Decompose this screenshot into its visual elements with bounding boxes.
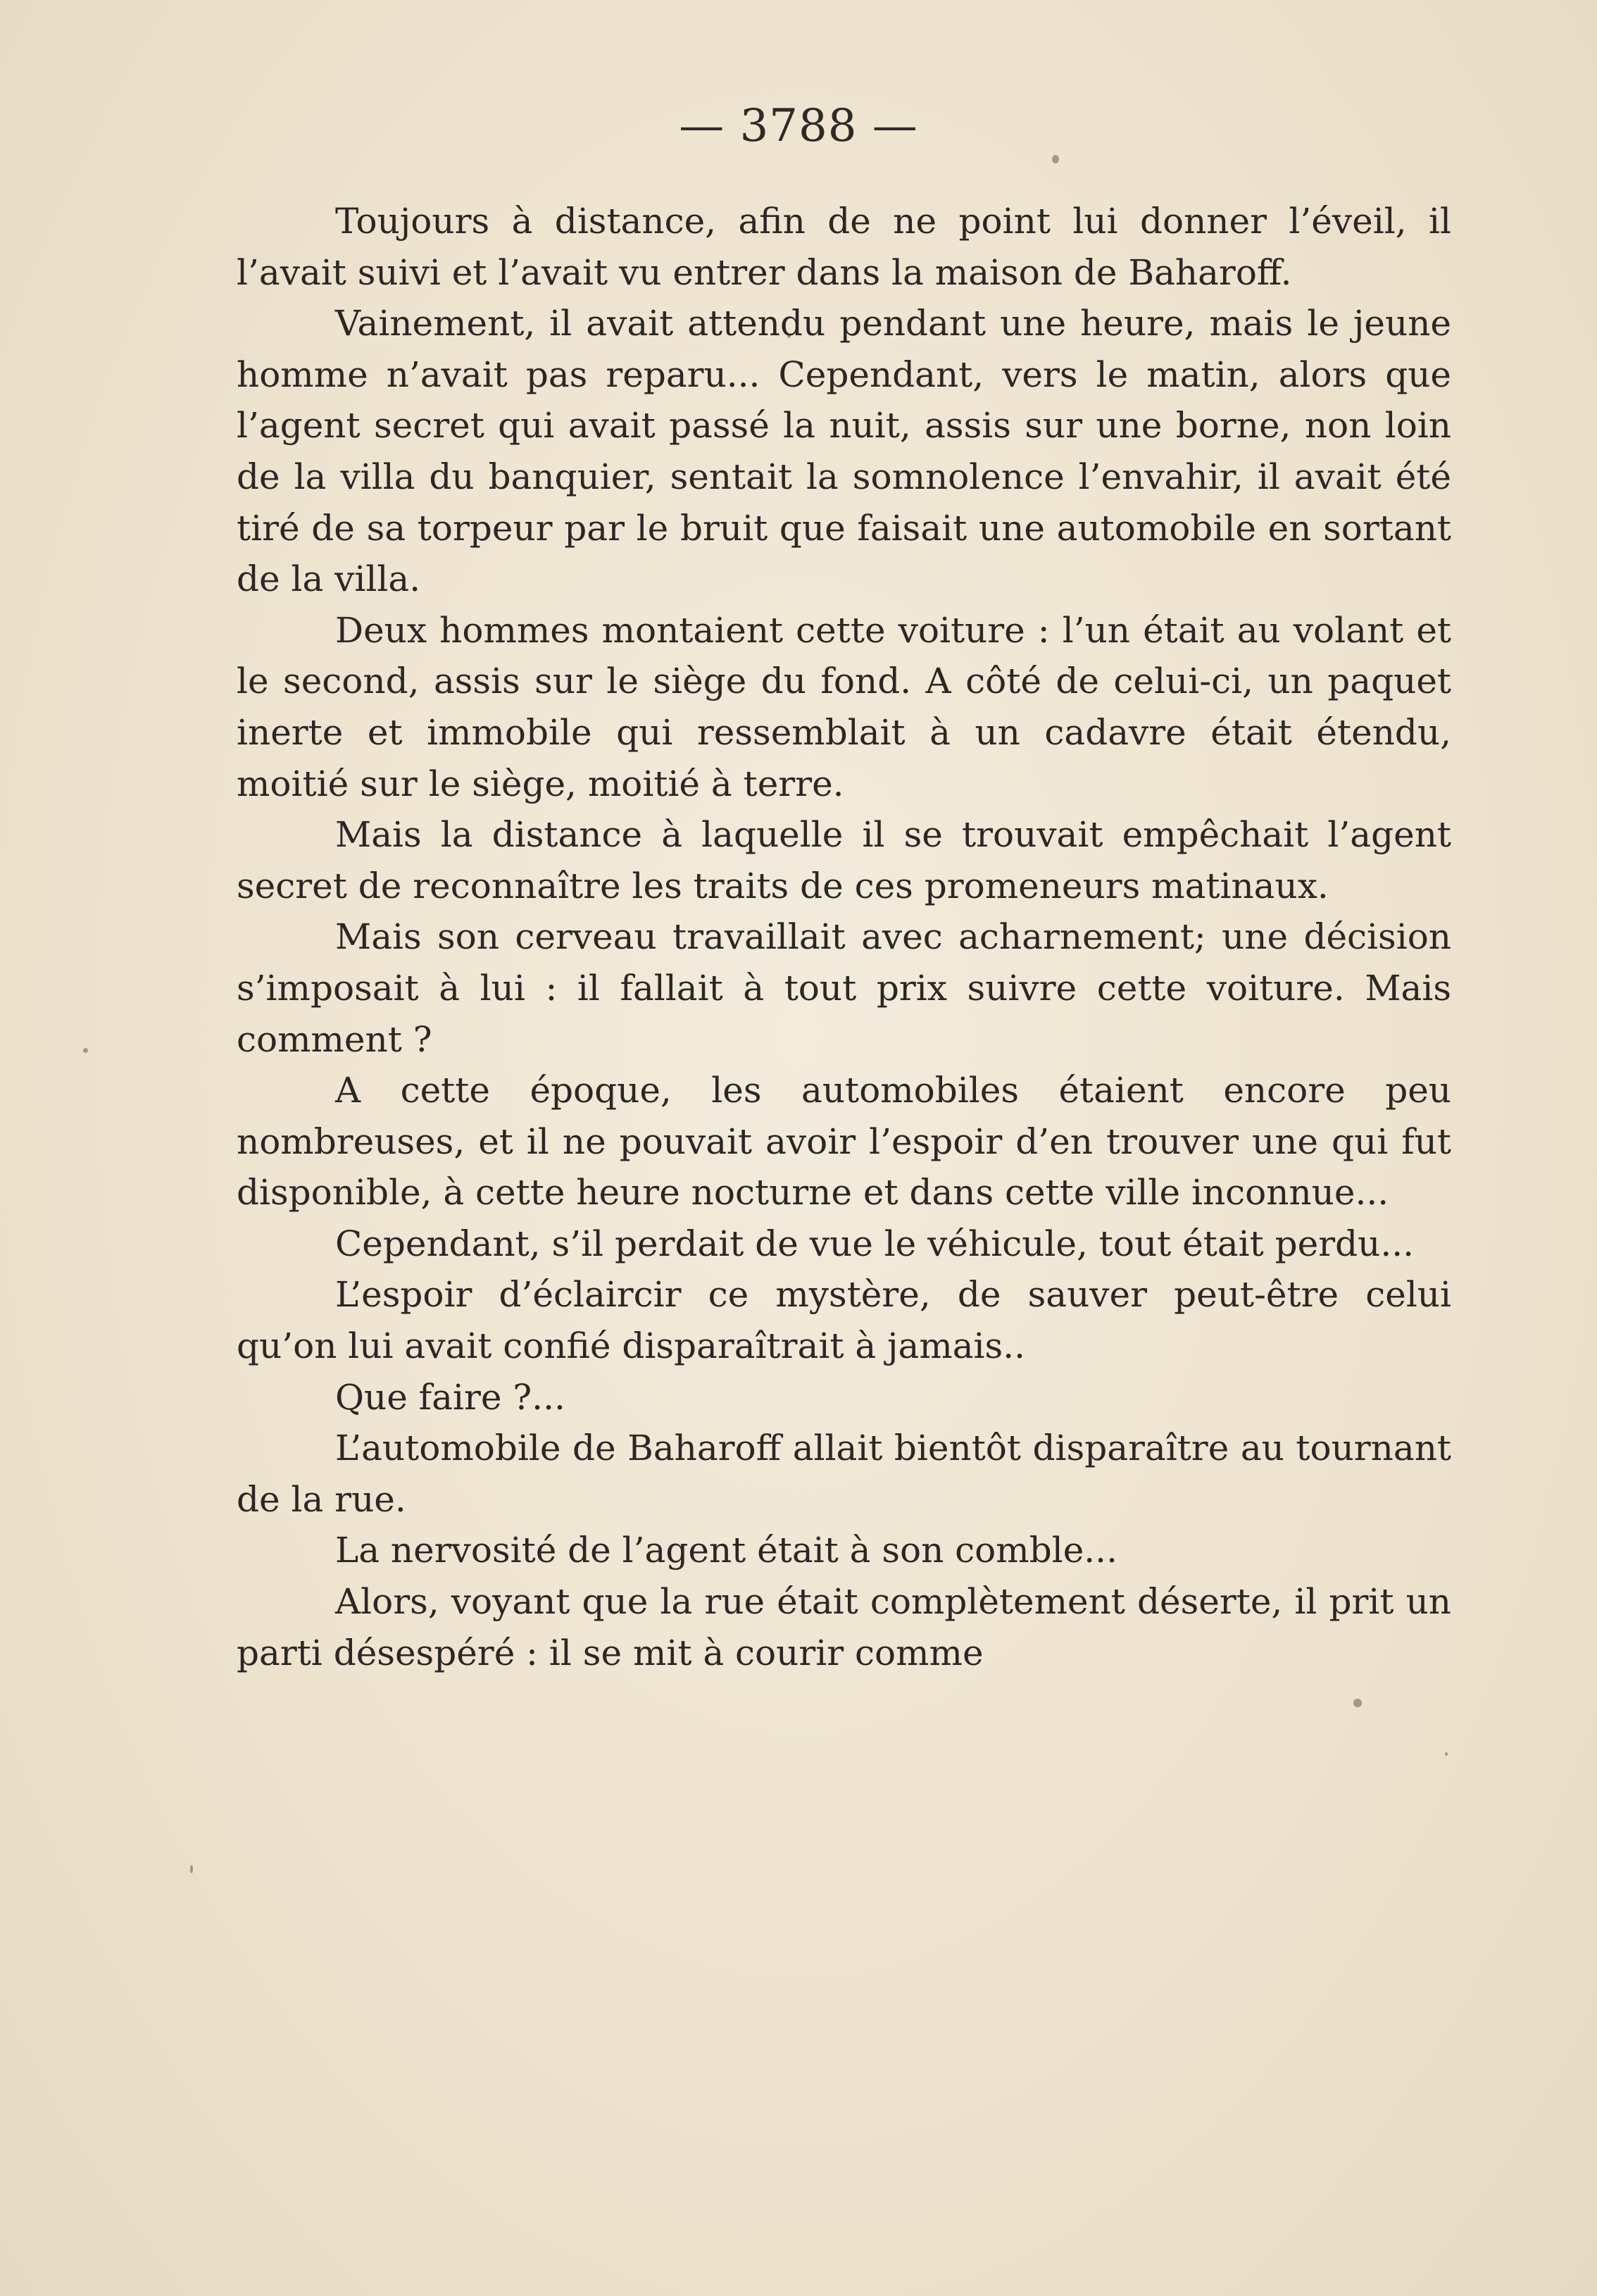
paragraph: L’espoir d’éclaircir ce mystère, de sauver peut-être celui qu’on lui avait confié disparaîtrait à jamais.. <box>237 1274 1451 1367</box>
paragraph: Mais son cerveau travaillait avec acharnement; une décision s’imposait à lui : il fallait à tout prix suivre cette voiture. Mais comment ? <box>237 916 1451 1060</box>
paragraph: Cependant, s’il perdait de vue le véhicule, tout était perdu... <box>335 1223 1415 1264</box>
paragraph: Deux hommes montaient cette voiture : l’un était au volant et le second, assis sur le siège du fond. A côté de celui-ci, un paquet inerte et immobile qui ressemblait à un cadavre était étendu, moitié sur le siège, moitié à terre. <box>237 609 1451 804</box>
ink-speck <box>1052 155 1059 163</box>
paragraph: Alors, voyant que la rue était complètement déserte, il prit un parti désespéré : il se mit à courir comme <box>237 1581 1451 1673</box>
ink-speck <box>190 1865 193 1873</box>
paragraph: L’automobile de Baharoff allait bientôt disparaître au tournant de la rue. <box>237 1428 1451 1520</box>
ink-speck <box>1445 1752 1448 1756</box>
ink-speck <box>83 1048 88 1053</box>
paragraph: A cette époque, les automobiles étaient encore peu nombreuses, et il ne pouvait avoir l’espoir d’en trouver une qui fut disponible, à cette heure nocturne et dans cette ville inconnue... <box>237 1070 1451 1213</box>
paragraph: La nervosité de l’agent était à son comble... <box>335 1530 1117 1571</box>
paragraph: Vainement, il avait attendu pendant une heure, mais le jeune homme n’avait pas reparu... Cependant, vers le matin, alors que l’agent secret qui avait passé la nuit, assis sur une borne, non loin de la villa du banquier, sentait la somnolence l’envahir, il avait été tiré de sa torpeur par le bruit que faisait une automobile en sortant de la villa. <box>237 303 1451 600</box>
page-number: — 3788 — <box>679 100 918 152</box>
ink-speck <box>1353 1699 1362 1707</box>
paragraph: Toujours à distance, afin de ne point lui donner l’éveil, il l’avait suivi et l’avait vu entrer dans la maison de Baharoff. <box>237 201 1451 293</box>
paragraph: Mais la distance à laquelle il se trouvait empêchait l’agent secret de reconnaître les traits de ces promeneurs matinaux. <box>237 814 1451 906</box>
paragraph: Que faire ?... <box>335 1376 565 1418</box>
body-text <box>237 196 1451 1678</box>
